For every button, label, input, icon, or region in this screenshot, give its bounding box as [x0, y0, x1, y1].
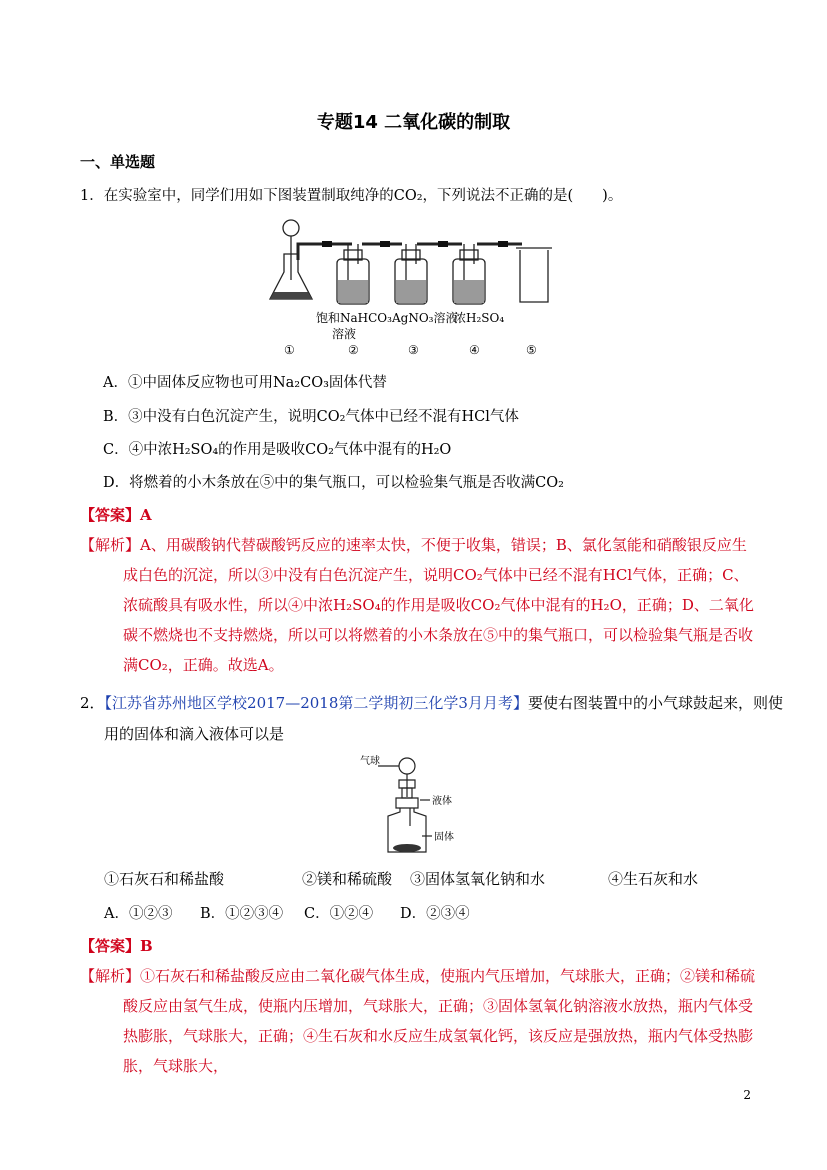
q2-option-c: C．①②④: [304, 906, 374, 922]
q2-stem-text: 要使右图装置中的小气球鼓起来，则使: [527, 694, 783, 712]
q2-choice-3: ③固体氢氧化钠和水: [410, 870, 546, 888]
q1-analysis: [80, 530, 760, 680]
q1-apparatus-figure: [262, 214, 562, 359]
page-title: 专题14 二氧化碳的制取: [316, 112, 511, 133]
q1-answer: 【答案】A: [80, 506, 152, 524]
q2-stem-line2: 用的固体和滴入液体可以是: [104, 725, 285, 743]
q2-choice-2: ②镁和稀硫酸: [302, 870, 393, 888]
fig-label-nahco3: 饱和NaHCO₃: [316, 311, 392, 325]
q2-option-a: A．①②③: [104, 906, 173, 922]
q2-analysis-text: 【解析】①石灰石和稀盐酸反应由二氧化碳气体生成，使瓶内气压增加，气球胀大，正确；②镁和稀硫酸反应由氢气生成，使瓶内压增加，气球胀大，正确；③固体氢氧化钠溶液水放热，瓶内气体受热膨胀，气球胀大，正确；④生石灰和水反应生成氢氧化钙，该反应是强放热，瓶内气体受热膨胀，气球胀大，: [80, 967, 756, 1075]
q2-answer: 【答案】B: [80, 937, 153, 955]
q2-option-b: B．①②③④: [200, 906, 284, 922]
fig-num-5: ⑤: [526, 343, 537, 357]
q2-number: 2．: [80, 694, 105, 712]
q2-option-d: D．②③④: [400, 906, 470, 922]
page-number: 2: [743, 1088, 751, 1102]
q1-analysis-text: 【解析】A、用碳酸钠代替碳酸钙反应的速率太快，不便于收集，错误；B、氯化氢能和硝酸银反应生成白色的沉淀，所以③中没有白色沉淀产生，说明CO₂气体中已经不混有HCl气体，正确；C、浓硫酸具有吸水性，所以④中浓H₂SO₄的作用是吸收CO₂气体中混有的H₂O，正确；D、二氧化碳不燃烧也不支持燃烧，所以可以将燃着的小木条放在⑤中的集气瓶口，可以检验集气瓶是否收满CO₂，正确。故选A。: [80, 536, 754, 674]
q2-fig-label-liquid: 液体: [432, 796, 452, 807]
q2-fig-label-balloon: 气球: [360, 756, 380, 767]
q2-stem: [80, 692, 783, 713]
fig-num-1: ①: [284, 343, 295, 357]
q1-option-d: D．将燃着的小木条放在⑤中的集气瓶口，可以检验集气瓶是否收满CO₂: [103, 475, 564, 491]
q2-source: 【江苏省苏州地区学校2017—2018第二学期初三化学3月月考】: [104, 694, 528, 712]
q1-stem: 1．在实验室中，同学们用如下图装置制取纯净的CO₂，下列说法不正确的是( )。: [80, 188, 623, 204]
fig-num-4: ④: [469, 343, 480, 357]
q2-fig-label-solid: 固体: [434, 832, 454, 843]
q2-choice-1: ①石灰石和稀盐酸: [104, 870, 225, 888]
q2-analysis: [80, 961, 760, 1081]
fig-num-2: ②: [348, 343, 359, 357]
q2-choice-4: ④生石灰和水: [608, 870, 699, 888]
fig-num-3: ③: [408, 343, 419, 357]
q2-balloon-figure: [360, 752, 470, 857]
section-heading: 一、单选题: [80, 153, 156, 171]
q1-option-a: A．①中固体反应物也可用Na₂CO₃固体代替: [103, 375, 387, 391]
fig-label-agno3: AgNO₃溶液: [392, 311, 458, 325]
fig-label-solution: 溶液: [332, 327, 357, 341]
q1-option-c: C．④中浓H₂SO₄的作用是吸收CO₂气体中混有的H₂O: [103, 442, 452, 458]
fig-label-h2so4: 浓H₂SO₄: [454, 311, 505, 325]
q1-option-b: B．③中没有白色沉淀产生，说明CO₂气体中已经不混有HCl气体: [103, 409, 519, 425]
